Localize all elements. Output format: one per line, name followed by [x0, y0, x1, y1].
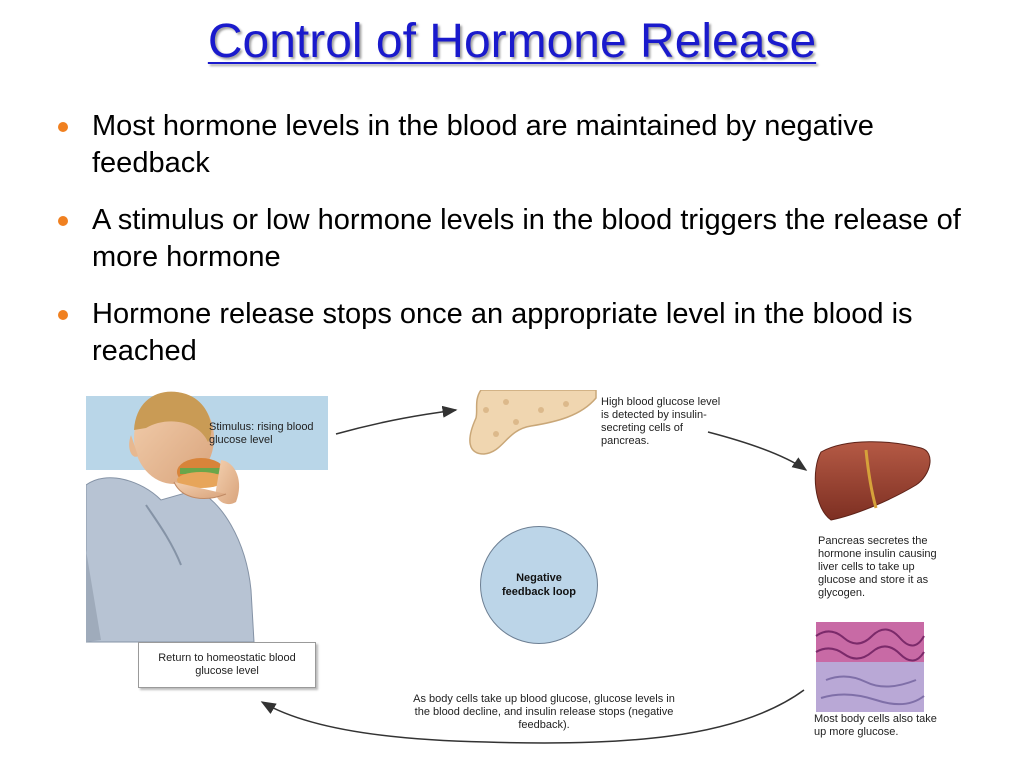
liver-illustration: [815, 442, 930, 520]
liver-label: Pancreas secretes the hormone insulin causing liver cells to take up glucose and store it as glycogen.: [818, 535, 937, 599]
bullet-item: [52, 202, 982, 276]
bullet-icon: [58, 310, 68, 320]
bullet-icon: [58, 216, 68, 226]
stimulus-label: Stimulus: rising blood glucose level: [209, 421, 314, 446]
loop-label: Negative feedback loop: [502, 572, 576, 598]
bullet-text: A stimulus or low hormone levels in the blood triggers the release of more hormone: [92, 204, 961, 273]
body-cells-illustration: [816, 622, 924, 712]
bullet-icon: [58, 122, 68, 132]
bullet-item: [52, 296, 982, 370]
bullet-text: Hormone release stops once an appropriate level in the blood is reached: [92, 298, 913, 367]
return-label: Return to homeostatic blood glucose level: [158, 652, 296, 677]
negative-feedback-loop-circle: [480, 526, 598, 644]
return-box: [138, 642, 316, 688]
decline-label: As body cells take up blood glucose, glucose levels in the blood decline, and insulin release stops (negative feedback).: [413, 693, 675, 731]
bullet-item: [52, 108, 982, 182]
slide-title: Control of Hormone Release: [207, 15, 817, 68]
body-cells-label: Most body cells also take up more glucose.: [814, 713, 937, 738]
pancreas-illustration: [470, 390, 596, 454]
detection-label: High blood glucose level is detected by insulin-secreting cells of pancreas.: [601, 396, 721, 447]
bullet-text: Most hormone levels in the blood are maintained by negative feedback: [92, 110, 874, 179]
bullet-list: [52, 108, 982, 390]
feedback-diagram: [86, 390, 946, 745]
